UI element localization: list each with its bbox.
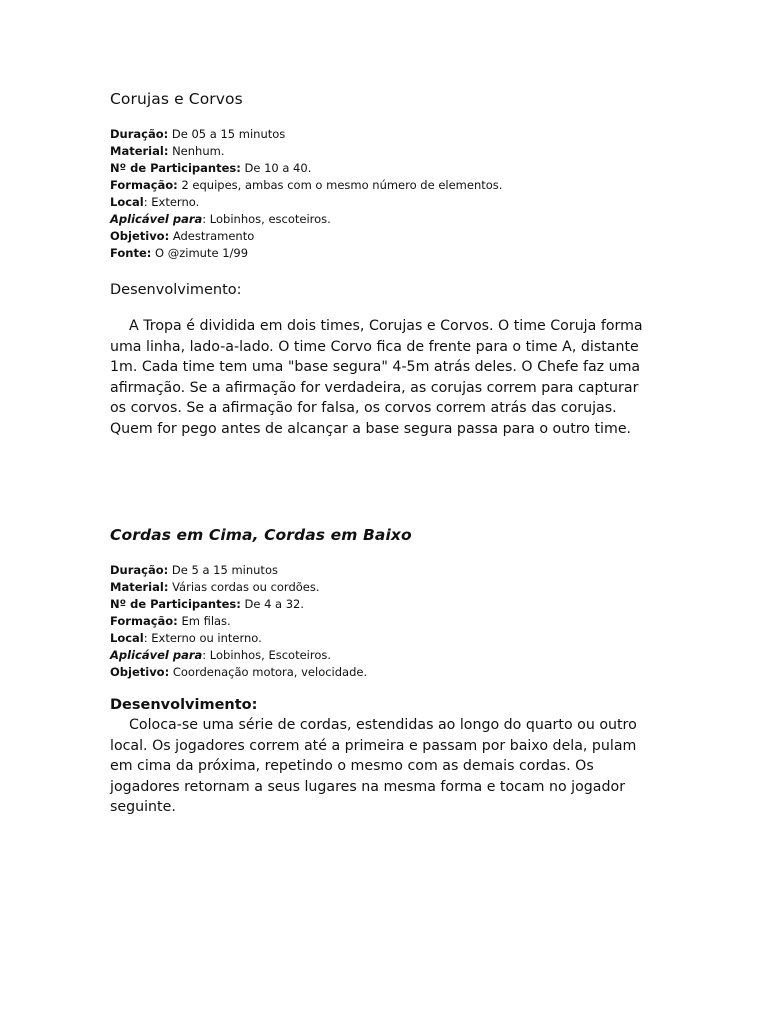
detail-label: Local bbox=[110, 195, 144, 209]
detail-formacao bbox=[110, 613, 655, 630]
detail-label: Objetivo: bbox=[110, 665, 170, 679]
game-details-list bbox=[110, 562, 655, 681]
detail-label: Formação: bbox=[110, 614, 178, 628]
detail-label: Material: bbox=[110, 144, 169, 158]
detail-label: Duração: bbox=[110, 127, 169, 141]
detail-aplicavel bbox=[110, 211, 655, 228]
detail-formacao bbox=[110, 177, 655, 194]
detail-duracao bbox=[110, 126, 655, 143]
detail-value: : Externo ou interno. bbox=[143, 631, 262, 645]
detail-value: : Lobinhos, Escoteiros. bbox=[202, 648, 332, 662]
section-title: Corujas e Corvos bbox=[110, 90, 243, 108]
detail-local bbox=[110, 630, 655, 647]
detail-label: Objetivo: bbox=[110, 229, 170, 243]
section-title: Cordas em Cima, Cordas em Baixo bbox=[110, 526, 412, 544]
detail-local bbox=[110, 194, 655, 211]
development-heading: Desenvolvimento: bbox=[110, 697, 258, 713]
detail-value: De 05 a 15 minutos bbox=[168, 127, 286, 141]
game-details-list bbox=[110, 126, 655, 262]
development-paragraph: A Tropa é dividida em dois times, Corujas e Corvos. O time Coruja forma uma linha, lado-a-lado. O time Corvo fica de frente para o time A, distante 1m. Cada time tem uma "base segura" 4-5m atrás deles. O Chefe faz uma afirmação. Se a afirmação for verdadeira, as corujas correm para capturar os corvos. Se a afirmação for falsa, os corvos correm atrás das corujas. Quem for pego antes de alcançar a base segura passa para o outro time. bbox=[110, 318, 643, 437]
detail-value: Nenhum. bbox=[168, 144, 225, 158]
detail-label: Aplicável para bbox=[110, 212, 203, 226]
detail-label: Fonte: bbox=[110, 246, 152, 260]
detail-label: Aplicável para bbox=[110, 648, 203, 662]
detail-label: Local bbox=[110, 631, 144, 645]
detail-label: Duração: bbox=[110, 563, 169, 577]
detail-value: De 10 a 40. bbox=[240, 161, 312, 175]
detail-duracao bbox=[110, 562, 655, 579]
detail-material bbox=[110, 143, 655, 160]
detail-value: : Lobinhos, escoteiros. bbox=[202, 212, 331, 226]
detail-value: O @zimute 1/99 bbox=[151, 246, 249, 260]
detail-value: Coordenação motora, velocidade. bbox=[169, 665, 368, 679]
development-heading: Desenvolvimento: bbox=[110, 282, 242, 298]
detail-value: Em filas. bbox=[177, 614, 231, 628]
detail-fonte bbox=[110, 245, 655, 262]
detail-value: : Externo. bbox=[143, 195, 200, 209]
game-section-cordas bbox=[110, 524, 655, 818]
detail-label: Formação: bbox=[110, 178, 178, 192]
detail-value: De 4 a 32. bbox=[240, 597, 305, 611]
detail-label: Nº de Participantes: bbox=[110, 161, 241, 175]
development-paragraph: Coloca-se uma série de cordas, estendidas ao longo do quarto ou outro local. Os jogadores correm até a primeira e passam por baixo dela, pulam em cima da próxima, repetindo o mesmo com as demais cordas. Os jogadores retornam a seus lugares na mesma forma e tocam no jogador seguinte. bbox=[110, 717, 637, 815]
detail-material bbox=[110, 579, 655, 596]
detail-participantes bbox=[110, 596, 655, 613]
detail-value: Adestramento bbox=[169, 229, 255, 243]
detail-objetivo bbox=[110, 228, 655, 245]
detail-label: Material: bbox=[110, 580, 169, 594]
detail-aplicavel bbox=[110, 647, 655, 664]
detail-value: Várias cordas ou cordões. bbox=[168, 580, 320, 594]
detail-value: De 5 a 15 minutos bbox=[168, 563, 278, 577]
detail-participantes bbox=[110, 160, 655, 177]
detail-label: Nº de Participantes: bbox=[110, 597, 241, 611]
game-section-corujas-e-corvos bbox=[110, 88, 655, 439]
detail-objetivo bbox=[110, 664, 655, 681]
detail-value: 2 equipes, ambas com o mesmo número de elementos. bbox=[177, 178, 503, 192]
